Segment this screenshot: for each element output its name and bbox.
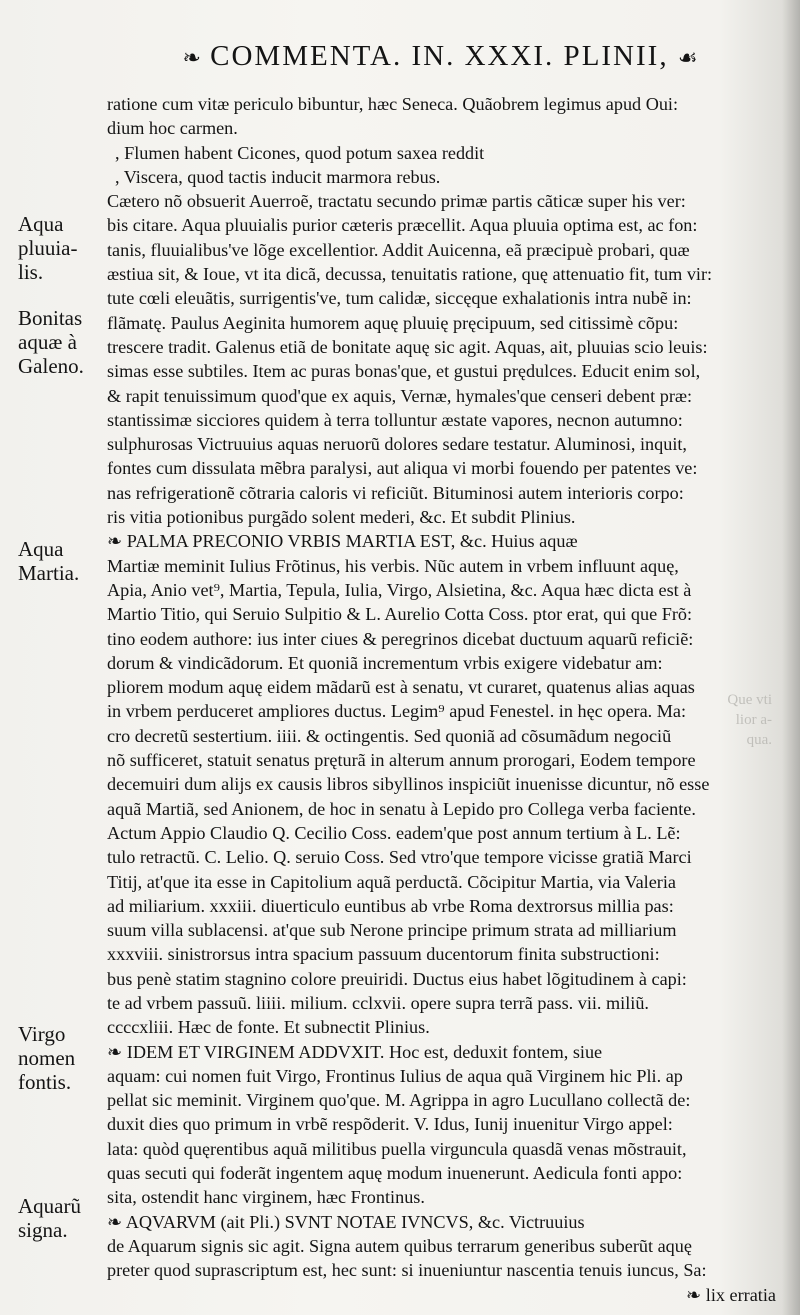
margin-note-aqua-martia: Aqua Martia. bbox=[18, 537, 80, 585]
fleuron-left-icon: ❧ bbox=[182, 45, 201, 70]
text-line: ris vitia potionibus purgãdo solent mederi, &c. Et subdit Plinius. bbox=[107, 507, 576, 528]
text-line: simas esse subtiles. Item ac puras bonas'que, et gustui prędulces. Educit enim sol, bbox=[107, 361, 701, 382]
catchword-line: ❧ lix erratia bbox=[686, 1284, 776, 1305]
text-line: pellat sic meminit. Virginem quo'que. M. Agrippa in agro Lucullano collectã de: bbox=[107, 1090, 691, 1111]
text-line: pliorem modum aquę eidem mãdarũ est à senatu, vt curaret, quatenus alias aquas bbox=[107, 677, 695, 698]
margin-note-virgo-nomen-fontis: Virgo nomen fontis. bbox=[18, 1022, 76, 1094]
text-line: decemuiri dum alijs ex causis libros sibyllinos inspiciũt inuenisse dicuntur, nõ esse bbox=[107, 774, 710, 795]
text-line: bis citare. Aqua pluuialis purior cæteris præcellit. Aqua pluuia optima est, ac fon: bbox=[107, 215, 698, 236]
text-line: tute cœli eleuãtis, surrigentis've, tum calidæ, siccęque exhalationis intra nubẽ in: bbox=[107, 288, 692, 309]
text-line: fontes cum dissulata mẽbra paralysi, aut aliqua vi morbi fouendo per patentes ve: bbox=[107, 458, 698, 479]
text-line: aquam: cui nomen fuit Virgo, Frontinus Iulius de aqua quã Virginem hic Pli. ap bbox=[107, 1065, 683, 1086]
running-header-title: COMMENTA. IN. XXXI. PLINII, bbox=[210, 40, 669, 72]
text-line: duxit dies quo primum in vrbẽ respõderit. V. Idus, Iunij inuenitur Virgo appel: bbox=[107, 1114, 673, 1135]
text-line: nõ sufficeret, statuit senatus pręturã in alterum annum prorogari, Eodem tempore bbox=[107, 750, 696, 771]
text-line: tanis, fluuialibus've lõge excellentior. Addit Auicenna, eã præcipuè probari, quæ bbox=[107, 239, 690, 260]
main-text-column bbox=[107, 92, 780, 1307]
text-line: suum villa sublacensi. at'que sub Nerone principe primum strata ad milliarium bbox=[107, 920, 677, 941]
text-line: quas secuti qui foderãt ingentem aquę modum inuenerunt. Aedicula fonti appo: bbox=[107, 1163, 683, 1184]
text-line: & rapit tenuissimum quod'que ex aquis, Vernæ, hymales'que censeri debent præ: bbox=[107, 385, 693, 406]
text-line: Apia, Anio vet⁹, Martia, Tepula, Iulia, Virgo, Alsietina, &c. Aqua hæc dicta est à bbox=[107, 579, 692, 600]
running-header bbox=[120, 40, 760, 73]
text-line: Martiæ meminit Iulius Frõtinus, his verbis. Nũc autem in vrbem influunt aquę, bbox=[107, 555, 679, 576]
text-line: sita, ostendit hanc virginem, hæc Frontinus. bbox=[107, 1187, 425, 1208]
verse-line: , Flumen habent Cicones, quod potum saxea reddit bbox=[115, 142, 485, 163]
text-line: stantissimæ sicciores quidem à terra tolluntur æstate vapores, necnon autumno: bbox=[107, 409, 683, 430]
text-line: Cætero nõ obsuerit Auerroẽ, tractatu secundo primæ partis cãticæ super his ver: bbox=[107, 191, 686, 212]
fleuron-right-icon: ☙ bbox=[677, 45, 698, 70]
text-line: xxxviii. sinistrorsus intra spacium passuum ducentorum finita substructioni: bbox=[107, 944, 660, 965]
text-line: lata: quòd quęrentibus aquã militibus puella virguncula quasdã venas mõstrauit, bbox=[107, 1138, 687, 1159]
lemma-line: ❧ IDEM ET VIRGINEM ADDVXIT. Hoc est, deduxit fontem, siue bbox=[107, 1041, 603, 1062]
text-line: aquã Martiã, sed Anionem, de hoc in senatu à Lepido pro Collega verba faciente. bbox=[107, 798, 696, 819]
text-line: in vrbem perduceret ampliores ductus. Legim⁹ apud Fenestel. in hęc opera. Ma: bbox=[107, 701, 687, 722]
text-line: dorum & vindicãdorum. Et quoniã incrementum vrbis exigere videbatur am: bbox=[107, 652, 663, 673]
text-line: trescere tradit. Galenus etiã de bonitate aquę sic agit. Aquas, ait, pluuias scio leuis: bbox=[107, 336, 708, 357]
text-line: Actum Appio Claudio Q. Cecilio Coss. eadem'que post annum tertium à L. Lẽ: bbox=[107, 822, 681, 843]
margin-note-aqua-pluuialis: Aqua pluuia-lis. bbox=[18, 212, 78, 284]
text-line: ad miliarium. xxxiii. diuerticulo euntibus ab vrbe Roma dextrorsus millia pas: bbox=[107, 895, 674, 916]
text-line: preter quod suprascriptum est, hec sunt: si inueniuntur nascentia tenuis iuncus, Sa: bbox=[107, 1260, 707, 1281]
page-edge-shadow bbox=[782, 0, 800, 1315]
text-line: Titij, at'que ita esse in Capitolium aquã perductã. Cõcipitur Martia, via Valeria bbox=[107, 871, 676, 892]
text-line: ccccxliii. Hæc de fonte. Et subnectit Plinius. bbox=[107, 1017, 430, 1038]
text-line: tino eodem authore: ius inter ciues & peregrinos dicebat ductuum aquarũ reficiẽ: bbox=[107, 628, 694, 649]
text-line: flãmatę. Paulus Aeginita humorem aquę pluuię pręcipuum, sed citissimè cõpu: bbox=[107, 312, 679, 333]
text-line: sulphurosas Victruuius aquas neruorũ dolores sedare testatur. Aluminosi, inquit, bbox=[107, 434, 687, 455]
text-line: bus penè statim stagnino colore preuiridi. Ductus eius habet lõgitudinem à capi: bbox=[107, 968, 687, 989]
lemma-line: ❧ AQVARVM (ait Pli.) SVNT NOTAE IVNCVS, &c. Victruuius bbox=[107, 1211, 585, 1232]
text-line: tulo retractũ. C. Lelio. Q. seruio Coss. Sed vtro'que tempore vicisse gratiã Marci bbox=[107, 847, 692, 868]
text-line: te ad vrbem passuũ. liiii. milium. cclxvii. opere supra terrã pass. vii. miliũ. bbox=[107, 992, 649, 1013]
lemma-line: ❧ PALMA PRECONIO VRBIS MARTIA EST, &c. Huius aquæ bbox=[107, 531, 578, 552]
bleed-through-note: Que vti lior a- qua. bbox=[727, 692, 772, 748]
text-line: æstiua sit, & Ioue, vt ita dicã, decussa, tenuitatis ratione, quę attenuatio fit, tum vir: bbox=[107, 264, 713, 285]
text-line: de Aquarum signis sic agit. Signa autem quibus terrarum generibus suberũt aquę bbox=[107, 1235, 692, 1256]
margin-note-aquarum-signa: Aquarũ signa. bbox=[18, 1194, 81, 1242]
text-line: Martio Titio, qui Seruio Sulpitio & L. Aurelio Cotta Coss. ptor erat, qui que Frõ: bbox=[107, 604, 693, 625]
text-line: nas refrigerationẽ cõtraria caloris vi reficiũt. Bituminosi autem interioris corpo: bbox=[107, 482, 684, 503]
margin-note-bonitas-aquae: Bonitas aquæ à Galeno. bbox=[18, 306, 84, 378]
verse-line: , Viscera, quod tactis inducit marmora rebus. bbox=[115, 166, 441, 187]
text-line: ratione cum vitæ periculo bibuntur, hæc Seneca. Quãobrem legimus apud Oui: bbox=[107, 94, 679, 114]
text-line: dium hoc carmen. bbox=[107, 118, 238, 139]
text-line: cro decretũ sestertium. iiii. & octingentis. Sed quoniã ad cõsumãdum negociũ bbox=[107, 725, 672, 746]
